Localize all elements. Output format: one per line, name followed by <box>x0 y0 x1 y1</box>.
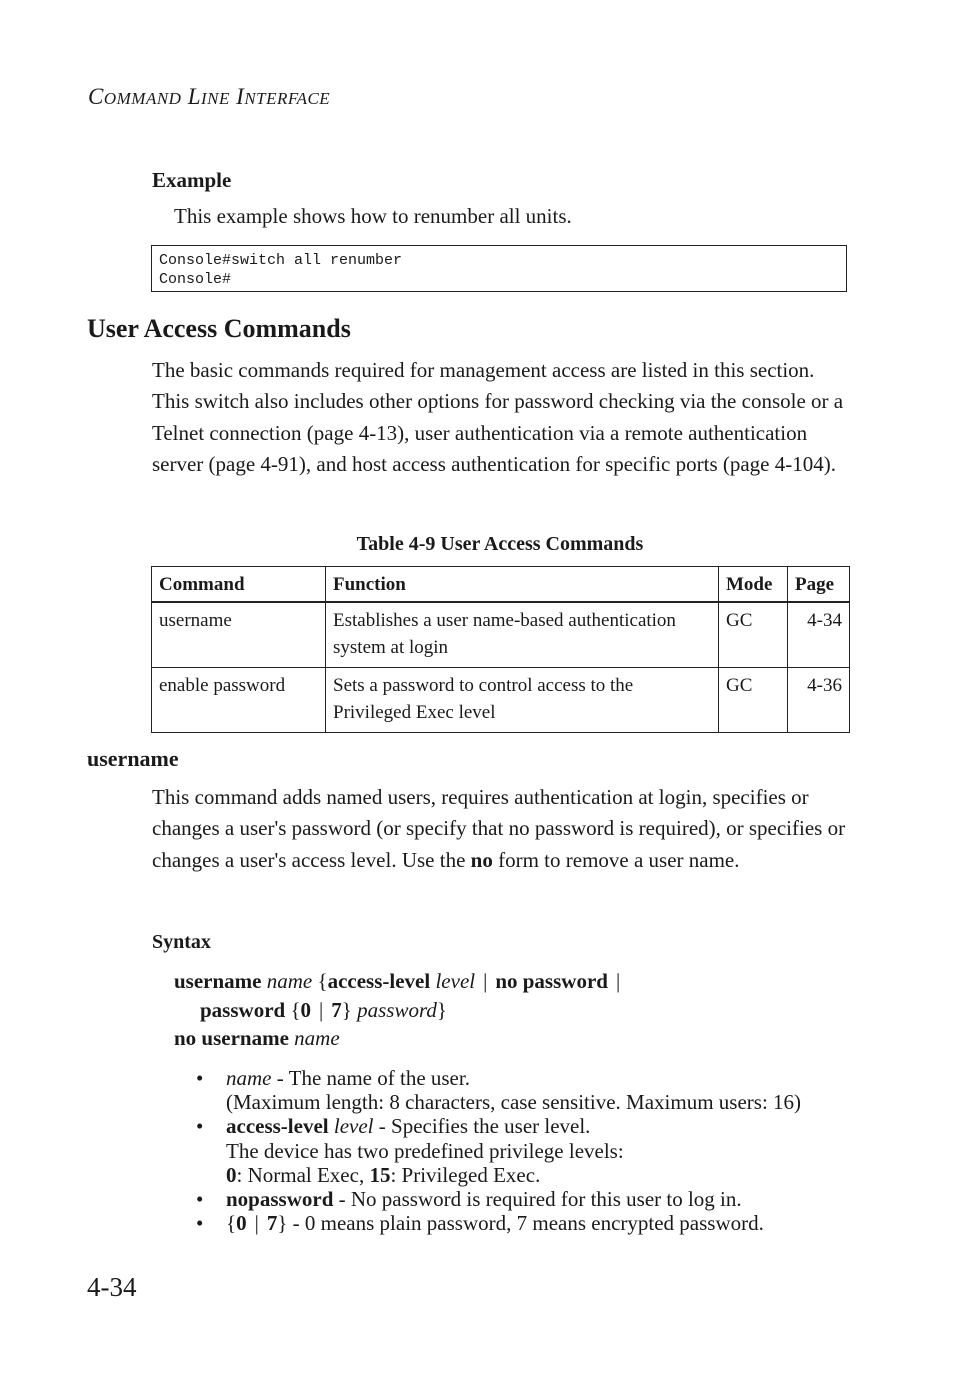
bullet-icon: • <box>196 1114 204 1139</box>
list-item: • nopassword - No password is required for this user to log in. <box>196 1187 742 1212</box>
section-title: User Access Commands <box>87 314 351 343</box>
syntax-line: password {0 | 7} password} <box>200 998 447 1022</box>
header-mode: Mode <box>719 567 788 603</box>
table-caption: Table 4-9 User Access Commands <box>356 533 644 555</box>
cell-function: Sets a password to control access to the Privileged Exec level <box>326 668 719 733</box>
bullet-icon: • <box>196 1187 204 1212</box>
bullet-icon: • <box>196 1066 204 1090</box>
code-box <box>151 245 847 292</box>
code-line: Console# <box>159 271 232 288</box>
table-header-row <box>152 567 850 603</box>
syntax-heading: Syntax <box>152 931 211 953</box>
list-item: • access-level level - Specifies the user level. The device has two predefined privilege levels: 0: Normal Exec, 15: Privileged Exec. <box>196 1114 624 1187</box>
code-line: Console#switch all renumber <box>159 252 403 269</box>
cell-function: Establishes a user name-based authentication system at login <box>326 602 719 668</box>
command-description: This command adds named users, requires authentication at login, specifies or changes a user's password (or specify that no password is required), or specifies or changes a user's access level. Use the no form to remove a user name. <box>152 785 846 872</box>
bullet-icon: • <box>196 1211 204 1236</box>
list-item: • name - The name of the user. (Maximum length: 8 characters, case sensitive. Maximum users: 16) <box>196 1066 802 1115</box>
cell-command: username <box>152 602 326 668</box>
command-heading: username <box>87 746 179 771</box>
intro-paragraph: The basic commands required for management access are listed in this section. This switch also includes other options for password checking via the console or a Telnet connection (page 4-13), user authentication via a remote authentication server (page 4-91), and host access authentication for specific ports (page 4-104). <box>152 358 844 476</box>
syntax-line: no username name <box>174 1026 340 1050</box>
cell-command: enable password <box>152 668 326 733</box>
header-command: Command <box>152 567 326 603</box>
header-function: Function <box>326 567 719 603</box>
cell-mode: GC <box>719 668 788 733</box>
user-access-commands-table <box>151 566 850 733</box>
list-item: • {0 | 7} - 0 means plain password, 7 means encrypted password. <box>196 1211 764 1236</box>
cell-page: 4-36 <box>788 668 850 733</box>
cell-mode: GC <box>719 602 788 668</box>
example-heading: Example <box>152 168 232 192</box>
page-number: 4-34 <box>87 1272 137 1302</box>
table-row <box>152 668 850 733</box>
example-text: This example shows how to renumber all units. <box>174 204 572 228</box>
parameter-list <box>196 1066 896 1235</box>
cell-page: 4-34 <box>788 602 850 668</box>
running-header: COMMAND LINE INTERFACE <box>88 84 331 109</box>
header-page: Page <box>788 567 850 603</box>
syntax-line: username name {access-level level | no password | <box>174 969 621 993</box>
table-row <box>152 602 850 668</box>
